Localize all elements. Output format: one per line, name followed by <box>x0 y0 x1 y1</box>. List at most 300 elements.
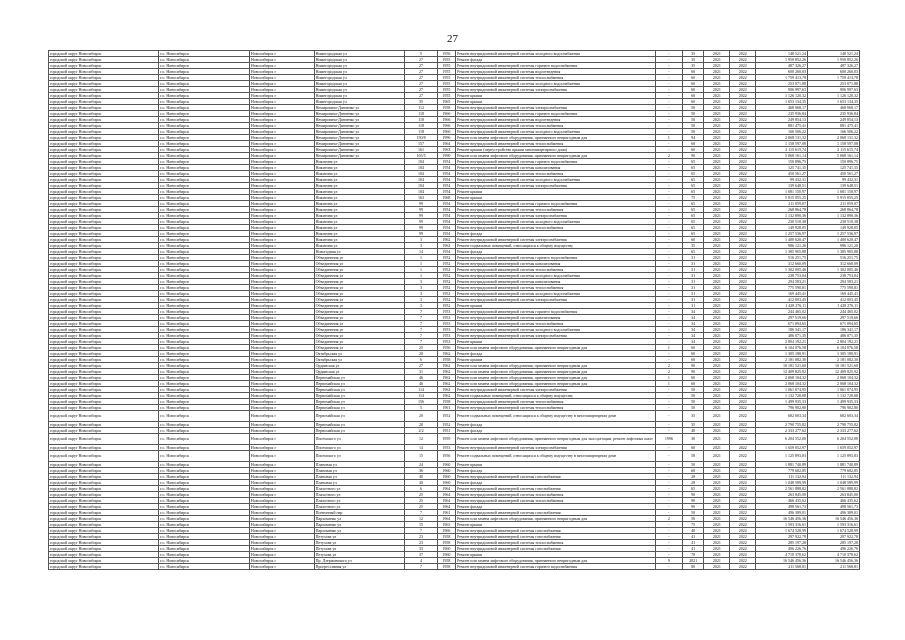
cell-cost: 2 333 277,62 <box>756 428 808 434</box>
cell-plan-start: 2021 <box>704 81 730 87</box>
cell-municipality: городской округ Новосибирск <box>49 339 159 345</box>
cell-municipality: городской округ Новосибирск <box>49 546 159 552</box>
cell-house: 20 <box>405 422 437 428</box>
cell-settlement: Новосибирск г <box>249 207 314 213</box>
cell-plan-start: 2021 <box>704 333 730 339</box>
cell-year-built: 1953 <box>437 445 455 451</box>
cell-plan-start: 2021 <box>704 249 730 255</box>
cell-cost-total: 1 499 935,33 <box>808 399 860 405</box>
cell-cost-total: 12 409 825,92 <box>808 369 860 375</box>
cell-cost: 166 506,22 <box>756 129 808 135</box>
cell-work-type: Ремонт внутридомовой инженерной системы холодного водоснабжения <box>456 327 656 333</box>
cell-plan-start: 2021 <box>704 87 730 93</box>
cell-cost: 10 181 521,60 <box>756 363 808 369</box>
cell-year-built: 1966 <box>437 123 455 129</box>
cell-settlement: Новосибирск г <box>249 558 314 564</box>
cell-cost: 4 710 378,62 <box>756 552 808 558</box>
cell-wear: 75 <box>682 195 704 201</box>
cell-street: Ордынская ул <box>314 363 405 369</box>
cell-work-type: Ремонт внутридомовой инженерной системы горячего водоснабжения <box>456 63 656 69</box>
cell-work-type: Ремонт внутридомовой инженерной системы теплоснабжения <box>456 141 656 147</box>
cell-lifts: - <box>655 546 682 552</box>
cell-district: г.о. Новосибирск <box>159 486 250 492</box>
cell-plan-start: 2021 <box>704 231 730 237</box>
cell-cost-total: 2 181 082,30 <box>808 357 860 363</box>
cell-wear: 65 <box>682 189 704 195</box>
cell-house: 104 <box>405 189 437 195</box>
cell-district: г.о. Новосибирск <box>159 207 250 213</box>
cell-wear: 50 <box>682 510 704 516</box>
cell-lifts: - <box>655 213 682 219</box>
cell-cost-total: 1 659 052,97 <box>808 445 860 451</box>
cell-plan-start: 2021 <box>704 428 730 434</box>
cell-municipality: городской округ Новосибирск <box>49 213 159 219</box>
cell-cost-total: 211 059,07 <box>808 201 860 207</box>
cell-cost-total: 294 583,21 <box>808 279 860 285</box>
cell-year-built: 1952 <box>437 261 455 267</box>
cell-lifts: 1 <box>655 381 682 387</box>
cell-wear: 40 <box>682 428 704 434</box>
cell-street: Плановая ул <box>314 468 405 474</box>
cell-municipality: городской округ Новосибирск <box>49 249 159 255</box>
cell-plan-start: 2021 <box>704 195 730 201</box>
cell-municipality: городской округ Новосибирск <box>49 558 159 564</box>
cell-street: Немировича-Данченко ул <box>314 123 405 129</box>
cell-plan-end: 2022 <box>730 492 756 498</box>
cell-work-type: Ремонт крыши <box>456 462 656 468</box>
cell-house: 104 <box>405 183 437 189</box>
cell-lifts: - <box>655 219 682 225</box>
cell-settlement: Новосибирск г <box>249 195 314 201</box>
cell-municipality: городской округ Новосибирск <box>49 528 159 534</box>
cell-wear: 75 <box>682 522 704 528</box>
cell-municipality: городской округ Новосибирск <box>49 99 159 105</box>
cell-municipality: городской округ Новосибирск <box>49 243 159 249</box>
cell-wear: 28 <box>682 480 704 486</box>
cell-plan-end: 2022 <box>730 219 756 225</box>
cell-plan-end: 2022 <box>730 135 756 141</box>
cell-wear: 65 <box>682 171 704 177</box>
cell-year-built: 1954 <box>437 249 455 255</box>
cell-work-type: Ремонт фасада <box>456 428 656 434</box>
cell-cost: 796 902,80 <box>756 405 808 411</box>
cell-street: Нижегородская ул <box>314 57 405 63</box>
cell-settlement: Новосибирск г <box>249 189 314 195</box>
cell-lifts: - <box>655 498 682 504</box>
cell-house: 1 <box>405 261 437 267</box>
cell-cost-total: 1 061 074,95 <box>808 387 860 393</box>
cell-street: Плановая ул <box>314 462 405 468</box>
cell-settlement: Новосибирск г <box>249 339 314 345</box>
cell-street: Немировича-Данченко ул <box>314 117 405 123</box>
cell-work-type: Ремонт или замена лифтового оборудования, признанного непригодным для <box>456 375 656 381</box>
cell-street: Никитина ул <box>314 195 405 201</box>
cell-year-built: 1964 <box>437 141 455 147</box>
cell-cost: 244 465,02 <box>756 309 808 315</box>
cell-district: г.о. Новосибирск <box>159 333 250 339</box>
cell-lifts: - <box>655 297 682 303</box>
cell-district: г.о. Новосибирск <box>159 399 250 405</box>
cell-plan-start: 2021 <box>704 363 730 369</box>
cell-street: Писемского ул <box>314 434 405 445</box>
cell-district: г.о. Новосибирск <box>159 69 250 75</box>
cell-street: Никитина ул <box>314 183 405 189</box>
cell-house: 150/8 <box>405 135 437 141</box>
cell-cost: 1 499 935,33 <box>756 399 808 405</box>
cell-district: г.о. Новосибирск <box>159 213 250 219</box>
cell-plan-start: 2021 <box>704 153 730 159</box>
cell-lifts: - <box>655 327 682 333</box>
cell-house: 36 <box>405 468 437 474</box>
cell-cost-total: 285 197,28 <box>808 540 860 546</box>
cell-street: Объединения ул <box>314 255 405 261</box>
cell-work-type: Ремонт внутридомовой инженерной системы газоснабжения <box>456 534 656 540</box>
cell-plan-start: 2021 <box>704 315 730 321</box>
cell-lifts: - <box>655 451 682 462</box>
cell-district: г.о. Новосибирск <box>159 357 250 363</box>
cell-work-type: Ремонт внутридомовой инженерной системы теплоснабжения <box>456 207 656 213</box>
cell-district: г.о. Новосибирск <box>159 321 250 327</box>
cell-plan-start: 2021 <box>704 434 730 445</box>
cell-year-built: 1958 <box>437 105 455 111</box>
cell-cost-total: 779 682,85 <box>808 468 860 474</box>
cell-cost: 111 132,94 <box>756 474 808 480</box>
cell-lifts: 1 <box>655 135 682 141</box>
cell-plan-end: 2022 <box>730 171 756 177</box>
cell-plan-end: 2022 <box>730 297 756 303</box>
cell-plan-end: 2022 <box>730 237 756 243</box>
cell-municipality: городской округ Новосибирск <box>49 393 159 399</box>
cell-house: 99 <box>405 213 437 219</box>
cell-cost: 211 059,07 <box>756 201 808 207</box>
cell-year-built: 1962 <box>437 243 455 249</box>
cell-house: 1 <box>405 267 437 273</box>
cell-year-built: 1952 <box>437 411 455 422</box>
cell-street: Петухова ул <box>314 534 405 540</box>
cell-cost-total: 10 181 521,60 <box>808 363 860 369</box>
cell-settlement: Новосибирск г <box>249 129 314 135</box>
cell-municipality: городской округ Новосибирск <box>49 51 159 57</box>
cell-lifts: - <box>655 267 682 273</box>
cell-settlement: Новосибирск г <box>249 177 314 183</box>
cell-municipality: городской округ Новосибирск <box>49 445 159 451</box>
cell-cost-total: 450 561,27 <box>808 171 860 177</box>
cell-wear: 58 <box>682 451 704 462</box>
cell-settlement: Новосибирск г <box>249 363 314 369</box>
cell-plan-start: 2021 <box>704 129 730 135</box>
cell-settlement: Новосибирск г <box>249 492 314 498</box>
cell-house: 156 <box>405 399 437 405</box>
cell-year-built: 1952 <box>437 267 455 273</box>
cell-district: г.о. Новосибирск <box>159 510 250 516</box>
cell-plan-start: 2021 <box>704 69 730 75</box>
cell-district: г.о. Новосибирск <box>159 528 250 534</box>
cell-settlement: Новосибирск г <box>249 528 314 534</box>
cell-plan-end: 2022 <box>730 213 756 219</box>
cell-district: г.о. Новосибирск <box>159 504 250 510</box>
cell-lifts: - <box>655 445 682 451</box>
page-number: 27 <box>447 33 458 45</box>
cell-cost: 1 132 890,36 <box>756 213 808 219</box>
cell-plan-end: 2022 <box>730 189 756 195</box>
cell-work-type: Ремонт подвальных помещений, относящихся к общему имуществу в многоквартирном доме <box>456 451 656 462</box>
cell-wear: 90 <box>682 369 704 375</box>
cell-house: 27 <box>405 75 437 81</box>
cell-municipality: городской округ Новосибирск <box>49 534 159 540</box>
cell-cost-total: 5 915 055,25 <box>808 195 860 201</box>
cell-house: 118 <box>405 117 437 123</box>
cell-house: 7 <box>405 327 437 333</box>
cell-plan-end: 2022 <box>730 105 756 111</box>
cell-cost-total: 297 519,66 <box>808 315 860 321</box>
cell-cost-total: 2 790 755,82 <box>808 422 860 428</box>
cell-plan-start: 2021 <box>704 480 730 486</box>
cell-municipality: городской округ Новосибирск <box>49 93 159 99</box>
cell-settlement: Новосибирск г <box>249 297 314 303</box>
cell-plan-start: 2021 <box>704 243 730 249</box>
cell-cost-total: 775 590,81 <box>808 285 860 291</box>
cell-work-type: Ремонт внутридомовой инженерной системы горячего водоснабжения <box>456 309 656 315</box>
cell-plan-start: 2021 <box>704 522 730 528</box>
cell-lifts: - <box>655 207 682 213</box>
cell-wear: 94 <box>682 135 704 141</box>
cell-street: Объединения ул <box>314 285 405 291</box>
cell-cost: 412 003,45 <box>756 297 808 303</box>
cell-year-built: 1956 <box>437 345 455 351</box>
cell-house: 165/5 <box>405 153 437 159</box>
cell-municipality: городской округ Новосибирск <box>49 434 159 445</box>
cell-lifts: - <box>655 141 682 147</box>
cell-municipality: городской округ Новосибирск <box>49 492 159 498</box>
cell-lifts: - <box>655 480 682 486</box>
cell-work-type: Ремонт внутридомовой инженерной системы электроснабжения <box>456 387 656 393</box>
cell-cost-total: 1 158 597,08 <box>808 141 860 147</box>
cell-lifts: - <box>655 486 682 492</box>
cell-plan-end: 2022 <box>730 177 756 183</box>
cell-plan-end: 2022 <box>730 69 756 75</box>
cell-cost: 312 660,09 <box>756 261 808 267</box>
cell-plan-start: 2021 <box>704 516 730 522</box>
cell-cost: 1 385 905,88 <box>756 249 808 255</box>
cell-work-type: Ремонт внутридомовой инженерной системы водоотведения <box>456 69 656 75</box>
cell-lifts: 1 <box>655 375 682 381</box>
cell-wear: 60 <box>682 99 704 105</box>
cell-district: г.о. Новосибирск <box>159 201 250 207</box>
cell-street: Первомайская ул <box>314 405 405 411</box>
cell-plan-end: 2022 <box>730 147 756 153</box>
cell-street: Никитина ул <box>314 159 405 165</box>
cell-year-built: 1955 <box>437 69 455 75</box>
cell-district: г.о. Новосибирск <box>159 492 250 498</box>
cell-cost: 1 126 120,32 <box>756 93 808 99</box>
cell-lifts: - <box>655 117 682 123</box>
cell-cost-total: 2 068 131,32 <box>808 135 860 141</box>
cell-district: г.о. Новосибирск <box>159 540 250 546</box>
cell-settlement: Новосибирск г <box>249 147 314 153</box>
table-row <box>49 564 860 570</box>
cell-wear: 50 <box>682 516 704 522</box>
cell-plan-start: 2021 <box>704 498 730 504</box>
cell-house: 33 <box>405 546 437 552</box>
cell-cost: 1 305 180,91 <box>756 351 808 357</box>
cell-municipality: городской округ Новосибирск <box>49 69 159 75</box>
cell-house: 27 <box>405 93 437 99</box>
cell-street: Объединения ул <box>314 333 405 339</box>
cell-municipality: городской округ Новосибирск <box>49 87 159 93</box>
cell-settlement: Новосибирск г <box>249 81 314 87</box>
cell-street: Первомайская ул <box>314 375 405 381</box>
cell-wear: 35 <box>682 63 704 69</box>
cell-plan-end: 2022 <box>730 75 756 81</box>
cell-cost-total: 139 648,51 <box>808 183 860 189</box>
cell-house: 3 <box>405 297 437 303</box>
cell-house: 3 <box>405 237 437 243</box>
cell-municipality: городской округ Новосибирск <box>49 165 159 171</box>
cell-cost: 682 603,34 <box>756 411 808 422</box>
cell-cost-total: 496 226,76 <box>808 546 860 552</box>
cell-settlement: Новосибирск г <box>249 213 314 219</box>
cell-district: г.о. Новосибирск <box>159 267 250 273</box>
cell-year-built: 1953 <box>437 327 455 333</box>
cell-lifts: - <box>655 339 682 345</box>
cell-year-built: 1955 <box>437 93 455 99</box>
cell-cost-total: 1 428 276,11 <box>808 303 860 309</box>
cell-house: 7 <box>405 309 437 315</box>
cell-street: Немировича-Данченко ул <box>314 153 405 159</box>
cell-street: Никитина ул <box>314 165 405 171</box>
cell-work-type: Ремонт крыши <box>456 552 656 558</box>
cell-plan-start: 2021 <box>704 105 730 111</box>
cell-wear: 50 <box>682 129 704 135</box>
cell-year-built: 1952 <box>437 297 455 303</box>
cell-plan-end: 2022 <box>730 159 756 165</box>
cell-settlement: Новосибирск г <box>249 540 314 546</box>
cell-settlement: Новосибирск г <box>249 201 314 207</box>
cell-settlement: Новосибирск г <box>249 243 314 249</box>
cell-plan-end: 2022 <box>730 422 756 428</box>
cell-plan-end: 2022 <box>730 345 756 351</box>
cell-plan-end: 2022 <box>730 195 756 201</box>
cell-plan-start: 2021 <box>704 504 730 510</box>
cell-settlement: Новосибирск г <box>249 219 314 225</box>
cell-settlement: Новосибирск г <box>249 153 314 159</box>
cell-cost: 1 659 052,97 <box>756 445 808 451</box>
cell-municipality: городской округ Новосибирск <box>49 486 159 492</box>
cell-wear: 60 <box>682 147 704 153</box>
cell-year-built: 1959 <box>437 434 455 445</box>
cell-cost-total: 1 302 005,46 <box>808 267 860 273</box>
cell-plan-end: 2022 <box>730 291 756 297</box>
cell-year-built: 1952 <box>437 291 455 297</box>
cell-lifts: - <box>655 201 682 207</box>
cell-plan-end: 2022 <box>730 93 756 99</box>
cell-settlement: Новосибирск г <box>249 273 314 279</box>
cell-settlement: Новосибирск г <box>249 165 314 171</box>
cell-wear: 34 <box>682 321 704 327</box>
cell-municipality: городской округ Новосибирск <box>49 123 159 129</box>
cell-year-built: 1955 <box>437 81 455 87</box>
cell-lifts: - <box>655 510 682 516</box>
cell-plan-start: 2021 <box>704 552 730 558</box>
cell-cost: 1 048 589,99 <box>756 480 808 486</box>
cell-cost-total: 16 546 456,36 <box>808 516 860 522</box>
cell-wear: 34 <box>682 339 704 345</box>
cell-house: 5 <box>405 51 437 57</box>
cell-district: г.о. Новосибирск <box>159 369 250 375</box>
cell-wear: 31 <box>682 255 704 261</box>
cell-cost: 268 864,78 <box>756 207 808 213</box>
cell-work-type: Ремонт внутридомовой инженерной системы электроснабжения <box>456 297 656 303</box>
cell-lifts: - <box>655 81 682 87</box>
cell-plan-end: 2022 <box>730 558 756 564</box>
cell-year-built: 1990 <box>437 153 455 159</box>
cell-cost: 1 950 852,26 <box>756 57 808 63</box>
cell-house: 3 <box>405 303 437 309</box>
cell-plan-end: 2022 <box>730 231 756 237</box>
cell-plan-start: 2021 <box>704 369 730 375</box>
cell-municipality: городской округ Новосибирск <box>49 552 159 558</box>
cell-plan-start: 2021 <box>704 63 730 69</box>
cell-settlement: Новосибирск г <box>249 321 314 327</box>
cell-wear: 60 <box>682 345 704 351</box>
cell-plan-start: 2021 <box>704 540 730 546</box>
cell-district: г.о. Новосибирск <box>159 93 250 99</box>
cell-plan-start: 2021 <box>704 75 730 81</box>
cell-plan-start: 2021 <box>704 474 730 480</box>
cell-municipality: городской округ Новосибирск <box>49 405 159 411</box>
cell-municipality: городской округ Новосибирск <box>49 171 159 177</box>
cell-cost-total: 268 864,78 <box>808 207 860 213</box>
cell-wear: 65 <box>682 183 704 189</box>
cell-street: Петухова ул <box>314 552 405 558</box>
cell-lifts: - <box>655 123 682 129</box>
cell-municipality: городской округ Новосибирск <box>49 315 159 321</box>
cell-settlement: Новосибирск г <box>249 105 314 111</box>
cell-settlement: Новосибирск г <box>249 117 314 123</box>
cell-lifts: 2 <box>655 153 682 159</box>
cell-municipality: городской округ Новосибирск <box>49 177 159 183</box>
cell-house: 114 <box>405 387 437 393</box>
cell-cost: 1 125 893,83 <box>756 451 808 462</box>
cell-street: Первомайская ул <box>314 411 405 422</box>
cell-year-built: 1964 <box>437 486 455 492</box>
cell-settlement: Новосибирск г <box>249 99 314 105</box>
cell-year-built: 1960 <box>437 552 455 558</box>
repair-program-table <box>48 50 860 570</box>
cell-work-type: Ремонт внутридомовой инженерной системы электроснабжения <box>456 237 656 243</box>
cell-street: Понтонный пер <box>314 510 405 516</box>
cell-wear: 60 <box>682 75 704 81</box>
cell-lifts: - <box>655 57 682 63</box>
cell-district: г.о. Новосибирск <box>159 147 250 153</box>
cell-municipality: городской округ Новосибирск <box>49 564 159 570</box>
cell-municipality: городской округ Новосибирск <box>49 303 159 309</box>
cell-wear: 60 <box>682 141 704 147</box>
cell-street: Нижегородская ул <box>314 93 405 99</box>
cell-district: г.о. Новосибирск <box>159 411 250 422</box>
cell-street: Первомайская ул <box>314 399 405 405</box>
cell-plan-start: 2021 <box>704 291 730 297</box>
cell-street: Плановая ул <box>314 474 405 480</box>
cell-district: г.о. Новосибирск <box>159 451 250 462</box>
cell-house: 20 <box>405 411 437 422</box>
cell-wear: 40 <box>682 528 704 534</box>
cell-house: 25 <box>405 504 437 510</box>
cell-house: 104 <box>405 159 437 165</box>
cell-year-built: 1958 <box>437 357 455 363</box>
cell-year-built: 1962 <box>437 393 455 399</box>
cell-house: 12 <box>405 434 437 445</box>
